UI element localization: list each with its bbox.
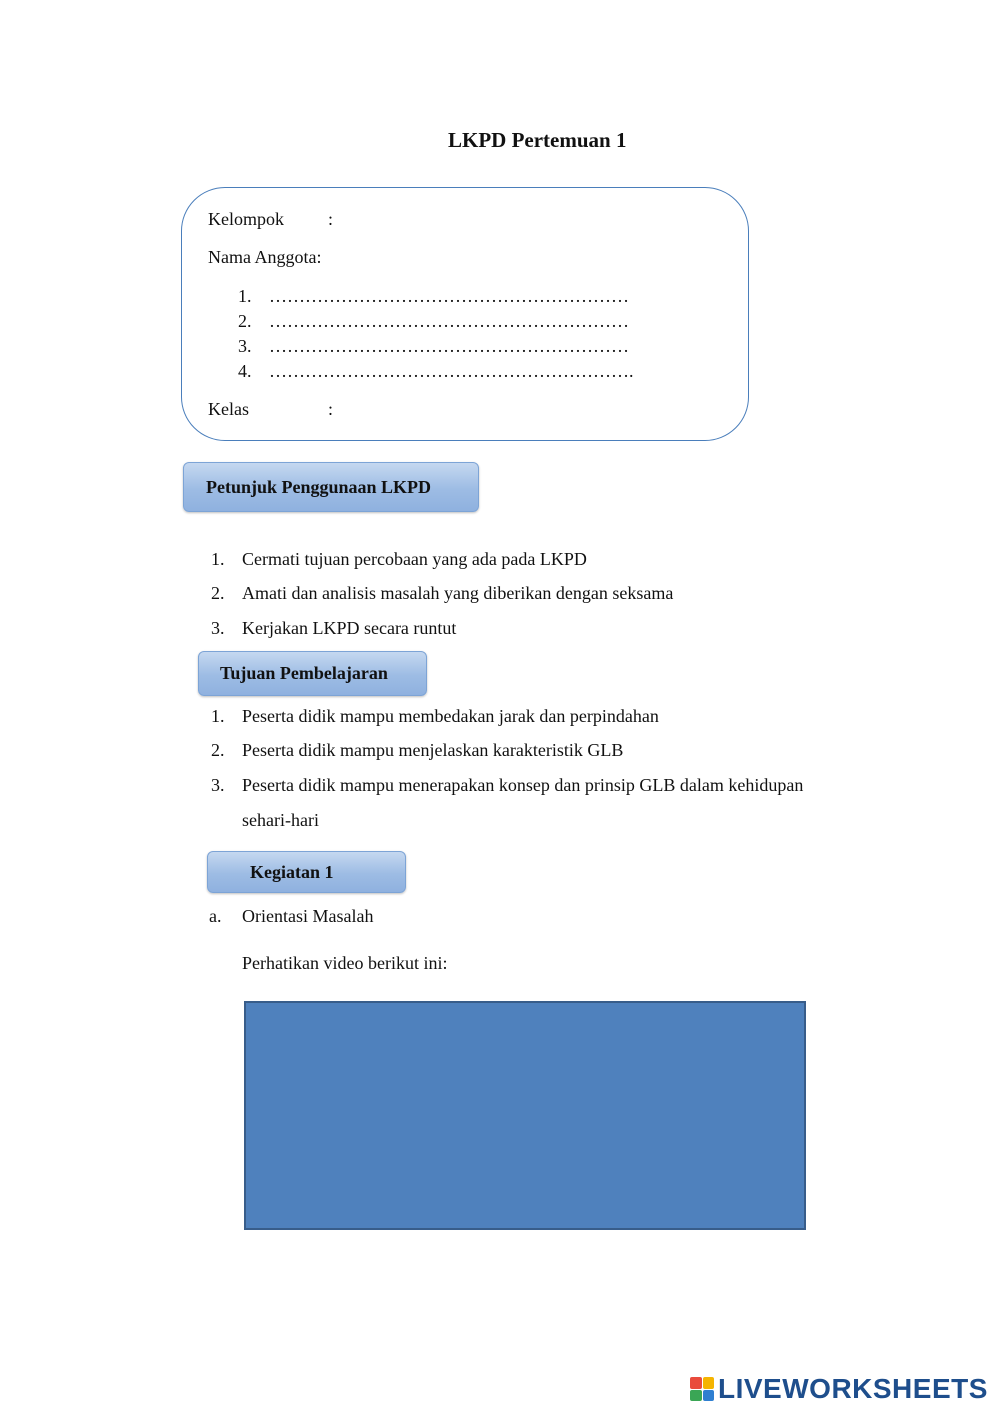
- members-label: Nama Anggota:: [208, 247, 322, 267]
- member-blank-4[interactable]: …………………………………………………….: [269, 361, 634, 381]
- objective-number: 2.: [211, 740, 225, 760]
- objective-number: 1.: [211, 706, 225, 726]
- instruction-number: 1.: [211, 549, 225, 569]
- member-number: 4.: [238, 361, 252, 381]
- objective-number: 3.: [211, 775, 225, 795]
- class-label: Kelas: [208, 399, 249, 419]
- instruction-item: Amati dan analisis masalah yang diberikan dengan seksama: [242, 583, 674, 603]
- objective-item-continuation: sehari-hari: [242, 810, 319, 830]
- member-blank-3[interactable]: ……………………………………………………: [269, 336, 629, 356]
- class-colon: :: [328, 399, 334, 419]
- step-title: Orientasi Masalah: [242, 906, 374, 926]
- instruction-number: 3.: [211, 618, 225, 638]
- objective-item: Peserta didik mampu membedakan jarak dan perpindahan: [242, 706, 659, 726]
- objective-item: Peserta didik mampu menjelaskan karakteristik GLB: [242, 740, 624, 760]
- objectives-heading: Tujuan Pembelajaran: [198, 651, 427, 696]
- logo-text: LIVEWORKSHEETS: [718, 1373, 988, 1404]
- video-player[interactable]: [244, 1001, 806, 1230]
- instruction-item: Cermati tujuan percobaan yang ada pada LKPD: [242, 549, 587, 569]
- instruction-number: 2.: [211, 583, 225, 603]
- page-title: LKPD Pertemuan 1: [448, 128, 627, 152]
- member-blank-1[interactable]: ……………………………………………………: [269, 286, 629, 306]
- logo-mark-icon: [690, 1377, 714, 1401]
- step-letter: a.: [209, 906, 222, 926]
- group-label: Kelompok: [208, 209, 284, 229]
- member-number: 2.: [238, 311, 252, 331]
- instruction-item: Kerjakan LKPD secara runtut: [242, 618, 457, 638]
- group-colon: :: [328, 209, 334, 229]
- member-number: 3.: [238, 336, 252, 356]
- video-prompt: Perhatikan video berikut ini:: [242, 953, 448, 973]
- member-blank-2[interactable]: ……………………………………………………: [269, 311, 629, 331]
- activity-heading: Kegiatan 1: [207, 851, 406, 893]
- objective-item: Peserta didik mampu menerapakan konsep dan prinsip GLB dalam kehidupan: [242, 775, 804, 795]
- liveworksheets-logo: [690, 1374, 988, 1404]
- instructions-heading: Petunjuk Penggunaan LKPD: [183, 462, 479, 512]
- member-number: 1.: [238, 286, 252, 306]
